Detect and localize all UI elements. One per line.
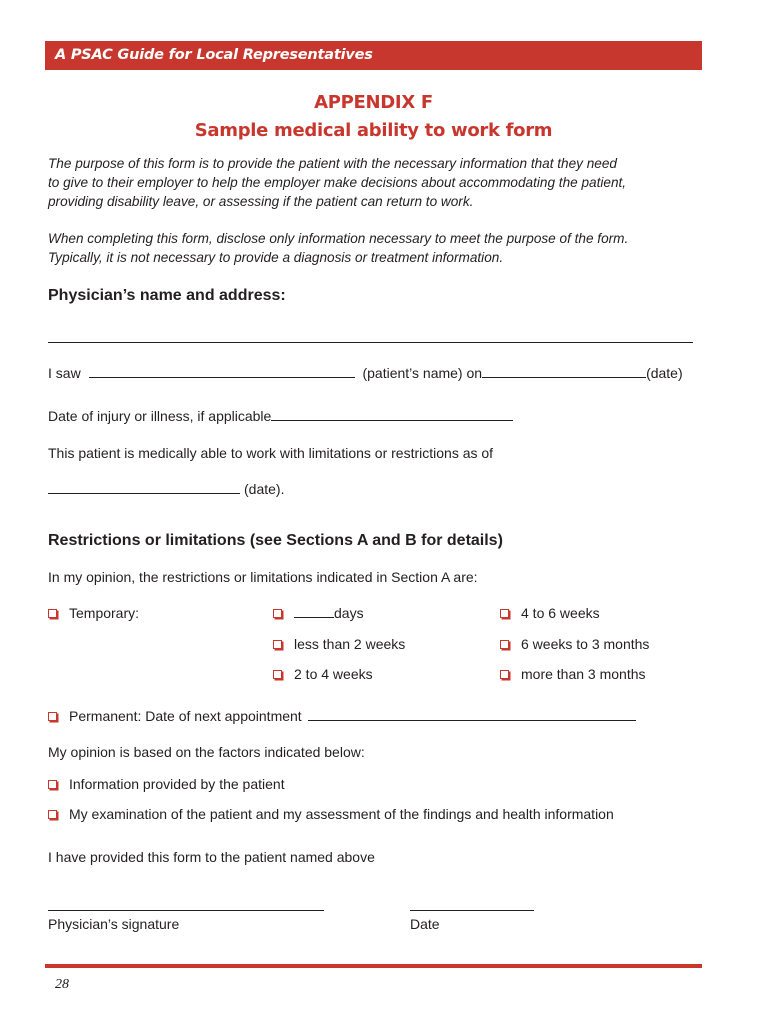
six-weeks-to-three-months-label: 6 weeks to 3 months (521, 636, 650, 652)
date-dot-label: (date). (244, 481, 285, 497)
restrictions-heading: Restrictions or limitations (see Sections A and B for details) (48, 532, 503, 549)
less-than-two-weeks-label: less than 2 weeks (294, 636, 406, 652)
days-field[interactable] (294, 606, 334, 618)
signature-date-field[interactable] (410, 910, 534, 911)
checkbox-icon[interactable] (48, 609, 57, 618)
physician-name-address-field[interactable] (48, 342, 693, 343)
guide-header-band (45, 41, 702, 70)
checkbox-icon[interactable] (273, 670, 282, 679)
days-label: days (334, 605, 364, 621)
injury-date-field[interactable] (271, 409, 513, 421)
info-by-patient-option[interactable] (48, 775, 285, 793)
injury-date-line (48, 407, 513, 425)
injury-date-label: Date of injury or illness, if applicable (48, 408, 272, 424)
four-to-six-weeks-option[interactable] (500, 604, 600, 622)
two-to-four-weeks-option[interactable] (273, 665, 373, 683)
checkbox-icon[interactable] (500, 670, 509, 679)
intro-purpose-paragraph (48, 154, 708, 211)
intro-disclosure-paragraph (48, 229, 708, 267)
intro-line: The purpose of this form is to provide the patient with the necessary information that they need (48, 156, 617, 171)
appendix-label: APPENDIX F (314, 92, 433, 113)
checkbox-icon[interactable] (48, 810, 57, 819)
physician-signature-field[interactable] (48, 910, 324, 911)
able-to-work-line: This patient is medically able to work with limitations or restrictions as of (48, 445, 494, 461)
six-weeks-to-three-months-option[interactable] (500, 635, 649, 653)
checkbox-icon[interactable] (273, 640, 282, 649)
factors-line: My opinion is based on the factors indicated below: (48, 744, 365, 760)
guide-header-title: A PSAC Guide for Local Representatives (55, 47, 373, 63)
patient-seen-line (48, 364, 683, 382)
less-than-two-weeks-option[interactable] (273, 635, 405, 653)
checkbox-icon[interactable] (48, 780, 57, 789)
able-date-line (48, 480, 284, 498)
able-date-field[interactable] (48, 482, 240, 494)
info-by-patient-label: Information provided by the patient (69, 776, 285, 792)
signature-date-label: Date (410, 916, 440, 932)
page-number: 28 (55, 977, 69, 992)
two-to-four-weeks-label: 2 to 4 weeks (294, 666, 373, 682)
checkbox-icon[interactable] (500, 609, 509, 618)
examination-option[interactable] (48, 805, 614, 823)
provided-line: I have provided this form to the patient named above (48, 849, 375, 865)
form-title: Sample medical ability to work form (194, 120, 553, 141)
intro-line: When completing this form, disclose only information necessary to meet the purpose of the form. (48, 231, 629, 246)
physician-signature-label: Physician’s signature (48, 916, 180, 932)
intro-line: Typically, it is not necessary to provide a diagnosis or treatment information. (48, 250, 504, 265)
temporary-label: Temporary: (69, 605, 140, 621)
next-appointment-field[interactable] (308, 709, 636, 721)
i-saw-label: I saw (48, 365, 81, 381)
intro-line: to give to their employer to help the employer make decisions about accommodating the patient, (48, 175, 627, 190)
seen-date-field[interactable] (482, 366, 646, 378)
permanent-label: Permanent: Date of next appointment (69, 708, 302, 724)
date-label: (date) (646, 365, 683, 381)
more-than-three-months-option[interactable] (500, 665, 646, 683)
checkbox-icon[interactable] (273, 609, 282, 618)
footer-divider (45, 964, 702, 968)
patients-name-label: (patient’s name) on (362, 365, 483, 381)
checkbox-icon[interactable] (48, 712, 57, 721)
four-to-six-weeks-label: 4 to 6 weeks (521, 605, 600, 621)
section-a-opinion: In my opinion, the restrictions or limitations indicated in Section A are: (48, 569, 478, 585)
patient-name-field[interactable] (89, 366, 355, 378)
checkbox-icon[interactable] (500, 640, 509, 649)
intro-line: providing disability leave, or assessing if the patient can return to work. (48, 194, 474, 209)
permanent-option[interactable] (48, 707, 636, 725)
examination-label: My examination of the patient and my assessment of the findings and health information (69, 806, 614, 822)
temporary-option[interactable] (48, 604, 139, 622)
more-than-three-months-label: more than 3 months (521, 666, 646, 682)
physician-heading: Physician’s name and address: (48, 287, 286, 304)
days-option[interactable] (273, 604, 364, 622)
